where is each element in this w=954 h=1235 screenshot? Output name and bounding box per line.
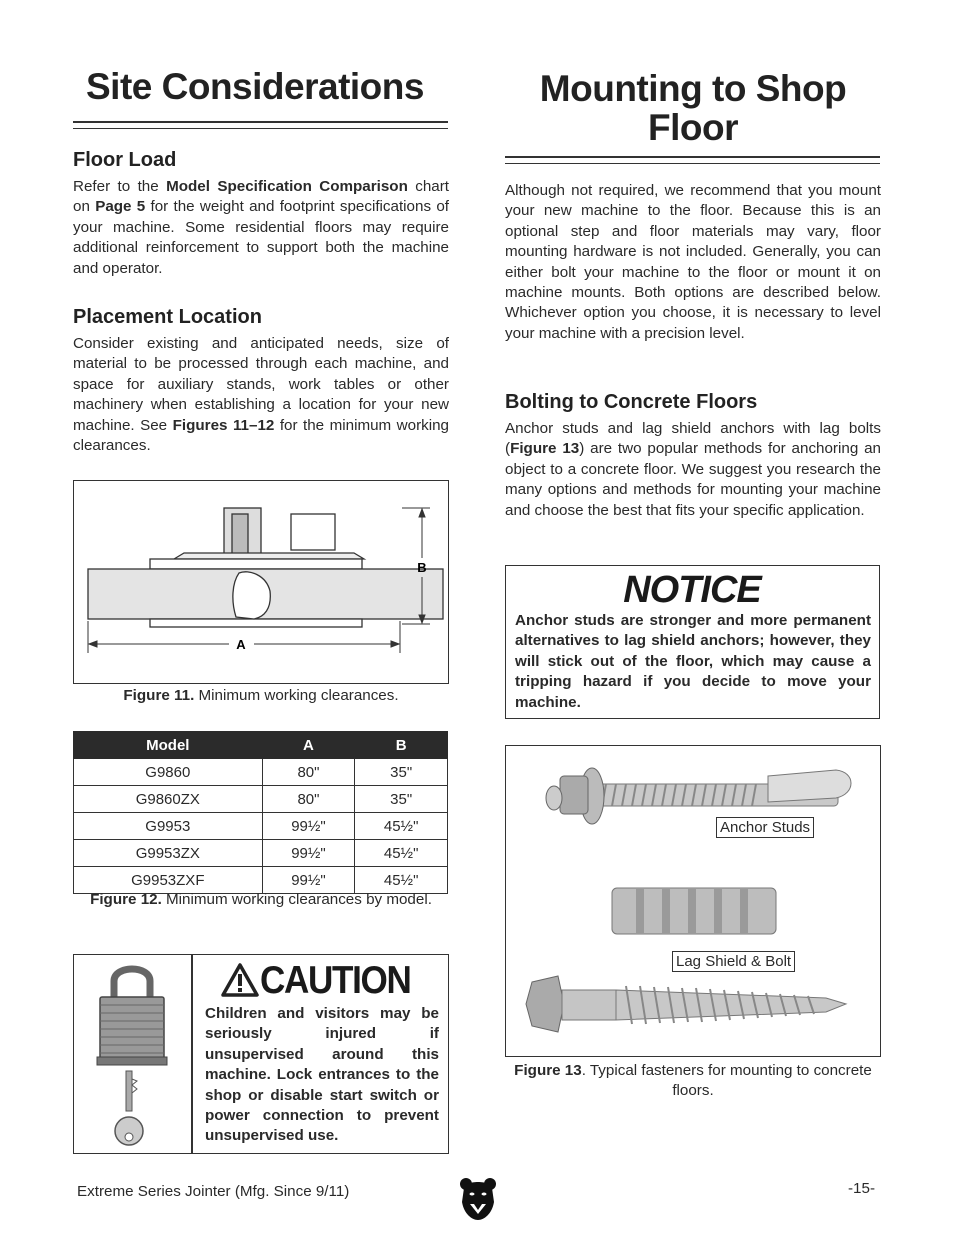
mounting-intro: Although not required, we recommend that you mount your new machine to the floor. Because this is an optional step and floor materials may vary, floor mounting hardware is not included. Generally, you can either bolt your machine to the floor or mount it on machine mounts. Both options are described below. Whichever option you choose, it is necessary to level your machine with a precision level. — [505, 182, 881, 342]
table-row: G9953ZX 99½" 45½" — [74, 840, 448, 867]
header-a: A — [262, 732, 355, 759]
caution-title: CAUTION — [260, 959, 411, 1002]
page-title-left: Site Considerations — [86, 66, 424, 107]
figure-12-caption: Figure 12. Minimum working clearances by model. — [90, 891, 432, 908]
dimension-label-a: A — [236, 637, 246, 652]
placement-heading: Placement Location — [73, 306, 262, 328]
table-row: G9860 80" 35" — [74, 759, 448, 786]
floor-load-heading: Floor Load — [73, 149, 177, 171]
table-row: G9953ZXF 99½" 45½" — [74, 867, 448, 894]
fasteners-photo — [506, 746, 879, 1055]
notice-box — [505, 565, 880, 719]
anchor-stud-image — [546, 768, 851, 824]
anchor-studs-label: Anchor Studs — [716, 817, 814, 838]
table-row: G9860ZX 80" 35" — [74, 786, 448, 813]
warning-triangle-icon — [221, 963, 259, 997]
figure-ref: Figures 11–12 — [172, 416, 275, 434]
notice-title: NOTICE — [623, 569, 761, 611]
lag-bolt-image — [526, 976, 846, 1032]
placement-paragraph: Consider existing and anticipated needs, size of material to be processed through each machine, and space for auxiliary stands, work tables or other machinery when establishing a location for your new machine. See Figures 11–12 for the minimum working clearances. — [73, 335, 450, 455]
header-model: Model — [74, 732, 263, 759]
title-rule — [73, 121, 448, 129]
notice-text: Anchor studs are stronger and more permanent alternatives to lag shield anchors; however, they will stick out of the floor, which may cause a tripping hazard if you decide to move your machine. — [515, 612, 871, 711]
table-header-row — [74, 732, 448, 759]
figure-11-caption: Figure 11. Minimum working clearances. — [123, 687, 399, 704]
page-title-right: Mounting to Shop Floor — [539, 68, 847, 148]
bolting-heading: Bolting to Concrete Floors — [505, 391, 758, 413]
padlock-key-icon — [92, 961, 172, 1149]
figure-13-caption: Figure 13. Typical fasteners for mounting to concrete floors. — [514, 1062, 872, 1099]
clearance-table — [73, 731, 448, 894]
lag-shield-label: Lag Shield & Bolt — [672, 951, 795, 972]
bolting-paragraph: Anchor studs and lag shield anchors with lag bolts (Figure 13) are two popular methods for anchoring an object to a concrete floor. We suggest you research the many options and methods for mounting your machine and choose the best that fits your specific application. — [505, 420, 881, 519]
grizzly-bear-logo-icon — [458, 1176, 498, 1220]
page-ref: Page 5 — [95, 198, 146, 216]
dimension-label-b: B — [417, 560, 427, 575]
table-row: G9953 99½" 45½" — [74, 813, 448, 840]
jointer-clearance-diagram — [74, 481, 447, 682]
footer-left: Extreme Series Jointer (Mfg. Since 9/11) — [77, 1183, 350, 1200]
figure-13-frame — [505, 745, 881, 1057]
caution-text: Children and visitors may be seriously injured if unsupervised around this machine. Lock entrances to the shop or disable start switch or power connection to prevent unsupervised use. — [205, 1005, 439, 1145]
caution-box — [73, 954, 449, 1154]
page-number: -15- — [848, 1180, 876, 1197]
title-rule — [505, 156, 880, 164]
header-b: B — [355, 732, 448, 759]
caution-divider — [191, 955, 193, 1153]
spec-link: Model Specification Comparison — [166, 178, 408, 195]
lag-shield-image — [612, 888, 776, 934]
figure-11-frame — [73, 480, 449, 684]
floor-load-paragraph: Refer to the Model Specification Comparison chart on Page 5 for the weight and footprint specifications of your machine. Some residential floors may require additional reinforcement to support both the machine and operator. — [73, 178, 450, 277]
figure-ref: Figure 13 — [510, 440, 580, 458]
